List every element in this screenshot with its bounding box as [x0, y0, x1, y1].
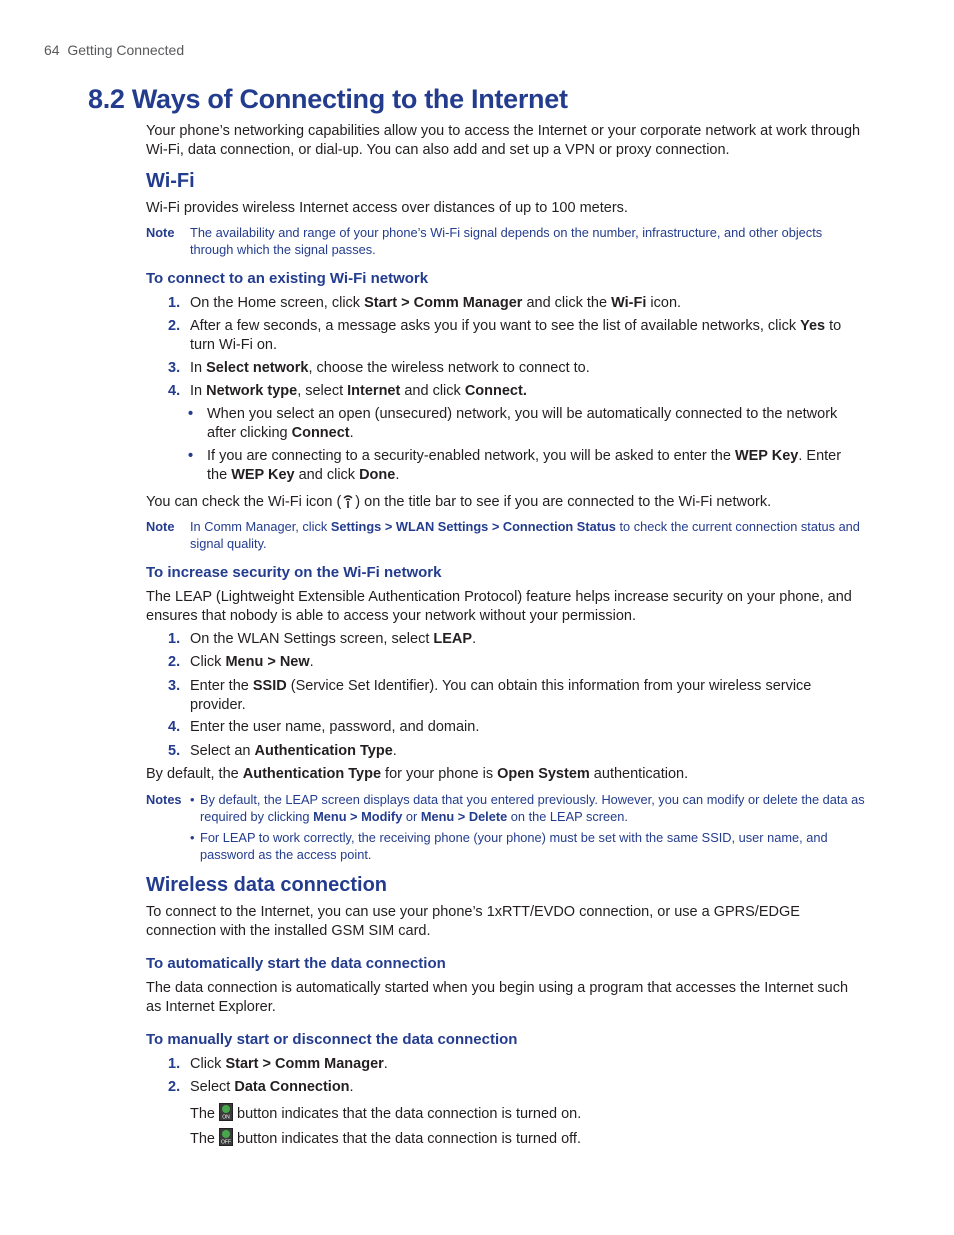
- page-number: 64: [44, 42, 60, 58]
- note-label: Note: [146, 225, 175, 240]
- bullet-dot: •: [188, 406, 194, 422]
- security-heading: To increase security on the Wi-Fi network: [146, 564, 442, 581]
- step-item: 3. In Select network, choose the wireless network to connect to.: [168, 360, 590, 376]
- note-text: The availability and range of your phone’s Wi-Fi signal depends on the number, infrastructure, and other objects through which the signal passes.: [190, 225, 823, 257]
- auto-start-description: The data connection is automatically started when you begin using a program that accesses the Internet such as Internet Explorer.: [146, 980, 849, 1015]
- wireless-heading: Wireless data connection: [146, 874, 387, 896]
- page-header: [44, 42, 184, 58]
- step-item: 1. Click Start > Comm Manager.: [168, 1056, 388, 1072]
- note-label: Note: [146, 519, 175, 534]
- bullet-item: • When you select an open (unsecured) network, you will be automatically connected to the network after clicking Connect.: [188, 406, 838, 441]
- connection-status-note: Note In Comm Manager, click Settings > WLAN Settings > Connection Status to check the current connection status and signal quality.: [146, 519, 860, 551]
- note-item: • For LEAP to work correctly, the receiving phone (your phone) must be set with the same SSID, user name, and password as the access point.: [190, 830, 828, 862]
- step-item: 4. Enter the user name, password, and domain.: [168, 719, 480, 735]
- default-auth-paragraph: By default, the Authentication Type for your phone is Open System authentication.: [146, 766, 689, 782]
- leap-notes: [146, 791, 866, 867]
- wifi-note: [146, 224, 866, 258]
- step-item: 1. On the WLAN Settings screen, select LEAP.: [168, 631, 477, 647]
- section-title: 8.2 Ways of Connecting to the Internet: [88, 84, 568, 114]
- security-description: The LEAP (Lightweight Extensible Authentication Protocol) feature helps increase security on your phone, and ensures that nobody is able to access your network without your permission.: [146, 589, 852, 624]
- wireless-description: To connect to the Internet, you can use your phone’s 1xRTT/EVDO connection, or use a GPRS/EDGE connection with the installed GSM SIM card.: [146, 904, 800, 939]
- step-item: 2. Click Menu > New.: [168, 654, 314, 670]
- wifi-heading: Wi-Fi: [146, 170, 195, 192]
- step-item: 3. Enter the SSID (Service Set Identifier). You can obtain this information from your wireless service provider.: [168, 678, 812, 713]
- on-button-line: The ON button indicates that the data connection is turned on.: [190, 1103, 870, 1124]
- notes-label: Notes: [146, 792, 182, 807]
- off-button-line: The OFF button indicates that the data connection is turned off.: [190, 1128, 870, 1149]
- svg-text:OFF: OFF: [221, 1139, 232, 1146]
- step-item: 2. After a few seconds, a message asks you if you want to see the list of available networks, click Yes to turn Wi-Fi on.: [168, 318, 842, 353]
- step-item: 1. On the Home screen, click Start > Comm Manager and click the Wi-Fi icon.: [168, 295, 682, 311]
- data-on-button-icon: [219, 1103, 233, 1121]
- step-item: 4. In Network type, select Internet and click Connect.: [168, 383, 527, 399]
- note-item: • By default, the LEAP screen displays data that you entered previously. However, you can modify or delete the data as required by clicking Menu > Modify or Menu > Delete on the LEAP screen.: [190, 792, 865, 824]
- auto-start-heading: To automatically start the data connection: [146, 955, 446, 972]
- wifi-check-paragraph: You can check the Wi-Fi icon ( ) on the title bar to see if you are connected to the Wi-Fi network.: [146, 494, 772, 510]
- connect-heading: To connect to an existing Wi-Fi network: [146, 270, 429, 287]
- manual-start-heading: To manually start or disconnect the data connection: [146, 1031, 518, 1048]
- svg-text:ON: ON: [222, 1114, 230, 1121]
- step-item: 5. Select an Authentication Type.: [168, 743, 397, 759]
- intro-paragraph: Your phone’s networking capabilities allow you to access the Internet or your corporate network at work through Wi-Fi, data connection, or dial-up. You can also add and set up a VPN or proxy connection.: [146, 123, 861, 158]
- data-off-button-icon: [219, 1128, 233, 1146]
- wifi-description: Wi-Fi provides wireless Internet access over distances of up to 100 meters.: [146, 200, 628, 216]
- bullet-dot: •: [188, 448, 194, 464]
- bullet-item: • If you are connecting to a security-enabled network, you will be asked to enter the WEP Key. Enter the WEP Key and click Done.: [188, 448, 842, 483]
- chapter-name: Getting Connected: [67, 42, 185, 58]
- wifi-signal-icon: [341, 493, 355, 509]
- step-item: 2. Select Data Connection.: [168, 1079, 354, 1095]
